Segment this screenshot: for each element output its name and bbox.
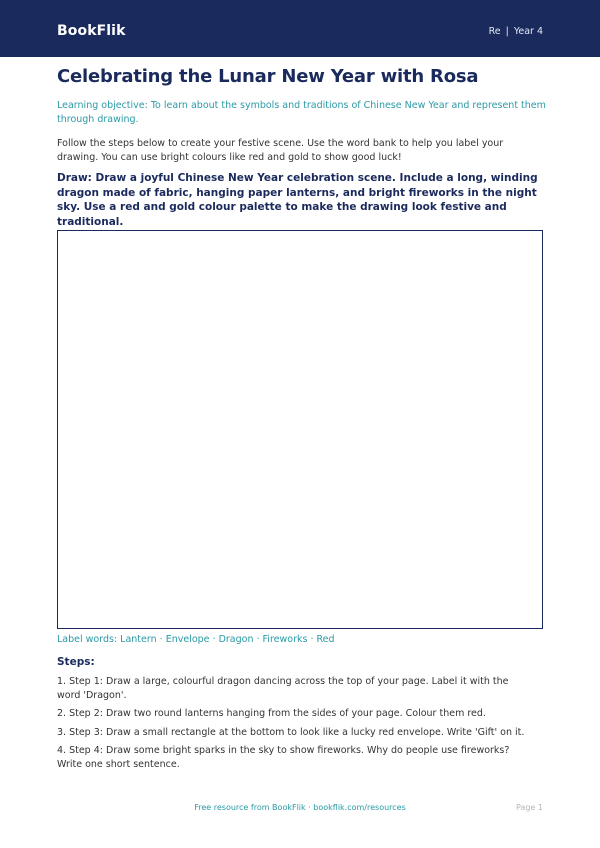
subject-label: Re (488, 26, 501, 37)
label-words: Label words: Lantern · Envelope · Dragon · Fireworks · Red (57, 634, 335, 645)
meta-separator: | (505, 26, 509, 37)
step-item: 4. Step 4: Draw some bright sparks in the sky to show fireworks. Why do people use fireworks? Write one short sentence. (57, 745, 510, 770)
worksheet-title: Celebrating the Lunar New Year with Rosa (57, 66, 479, 87)
year-label: Year 4 (513, 26, 543, 37)
drawing-area[interactable] (57, 230, 543, 629)
steps-heading: Steps: (57, 656, 95, 668)
page-number: Page 1 (516, 803, 543, 812)
header-meta (489, 26, 543, 37)
step-item: 1. Step 1: Draw a large, colourful dragon dancing across the top of your page. Label it with the word 'Dragon'. (57, 676, 509, 701)
step-item: 3. Step 3: Draw a small rectangle at the bottom to look like a lucky red envelope. Write 'Gift' on it. (57, 726, 525, 738)
steps-list (57, 675, 527, 776)
learning-objective: Learning objective: To learn about the symbols and traditions of Chinese New Year and represent them through drawing. (57, 100, 546, 125)
step-item: 2. Step 2: Draw two round lanterns hanging from the sides of your page. Colour them red. (57, 708, 486, 719)
instructions-text: Follow the steps below to create your festive scene. Use the word bank to help you label your drawing. You can use bright colours like red and gold to show good luck! (57, 138, 504, 163)
draw-prompt: Draw: Draw a joyful Chinese New Year celebration scene. Include a long, winding dragon made of fabric, hanging paper lanterns, and bright fireworks in the night sky. Use a red and gold colour palette to make the drawing look festive and traditional. (57, 172, 538, 228)
header-bar (0, 0, 600, 57)
footer-link[interactable]: Free resource from BookFlik · bookflik.com/resources (194, 803, 406, 812)
brand-logo: BookFlik (57, 23, 126, 39)
